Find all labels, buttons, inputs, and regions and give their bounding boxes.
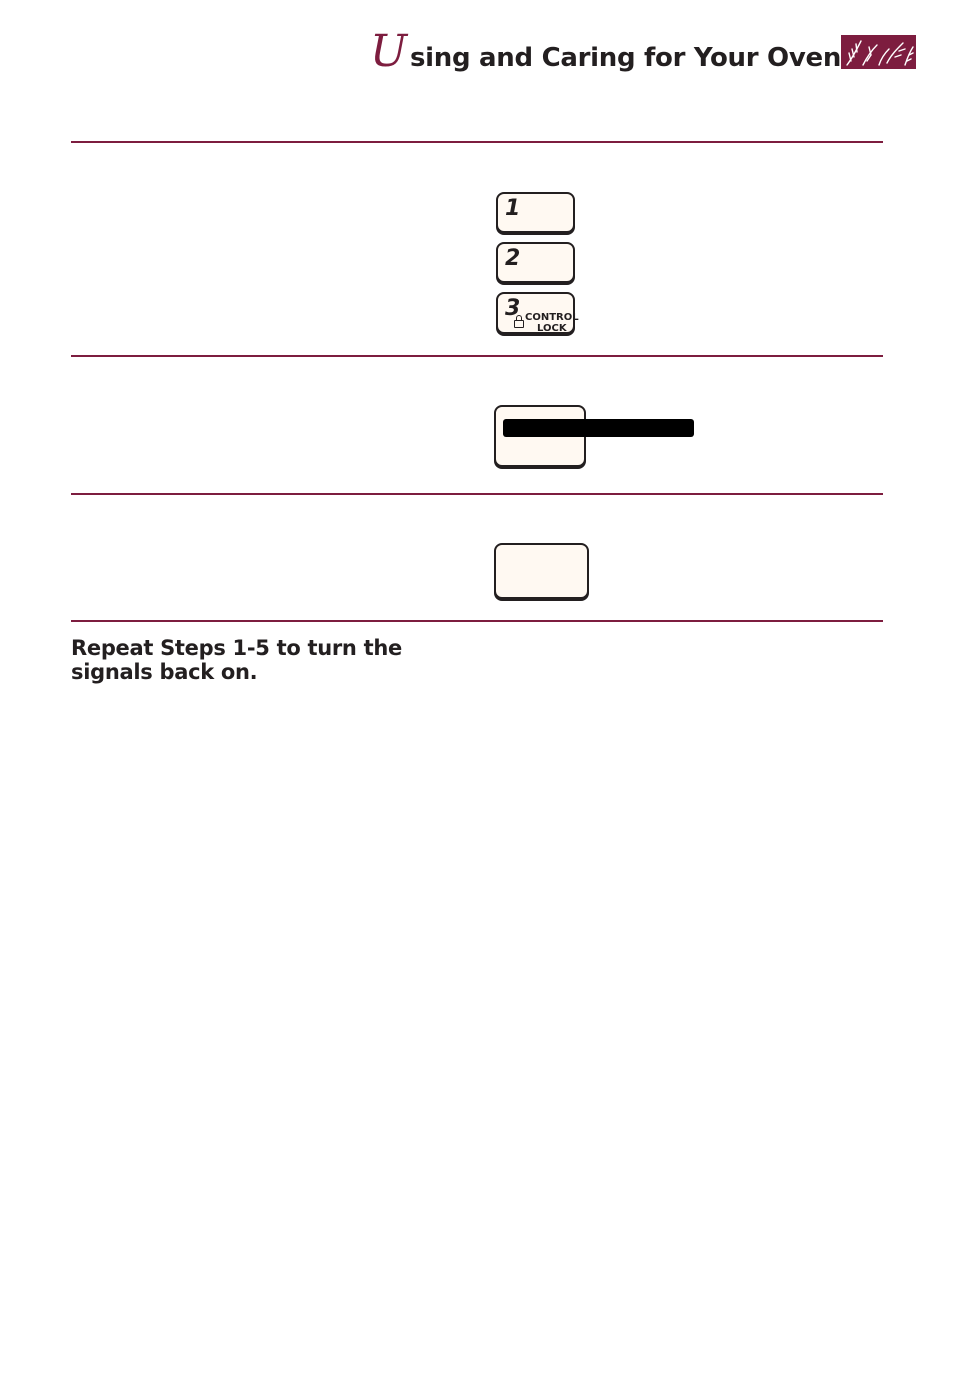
wheat-decoration-icon xyxy=(841,35,916,69)
redacted-label-bar xyxy=(503,419,694,437)
instruction-note: Repeat Steps 1-5 to turn the signals back on. xyxy=(71,636,402,684)
page-header xyxy=(370,26,842,78)
number-key-2[interactable] xyxy=(496,242,575,283)
key-label: 3 xyxy=(505,296,521,321)
number-key-1[interactable] xyxy=(496,192,575,233)
section-divider xyxy=(71,141,883,143)
page-title: sing and Caring for Your Oven xyxy=(410,43,842,73)
function-key[interactable] xyxy=(494,543,589,599)
brand-logo xyxy=(841,35,916,69)
section-divider xyxy=(71,620,883,622)
key-label: 1 xyxy=(505,196,521,221)
title-initial: U xyxy=(370,26,408,77)
control-lock-label: CONTROL LOCK xyxy=(525,312,579,334)
section-divider xyxy=(71,355,883,357)
lock-icon xyxy=(514,320,524,328)
section-divider xyxy=(71,493,883,495)
number-key-3-control-lock[interactable] xyxy=(496,292,579,334)
key-label: 2 xyxy=(505,246,521,271)
